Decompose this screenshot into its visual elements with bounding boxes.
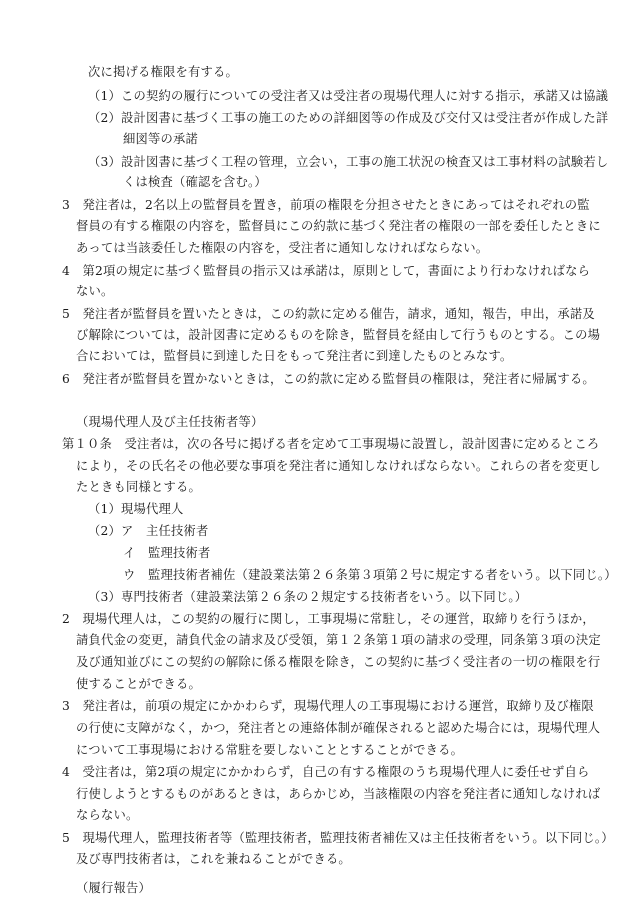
text-line: 使することができる。 — [76, 677, 201, 691]
text-line: び解除については，設計図書に定めるものを除き，監督員を経由して行うものとする。この場 — [76, 328, 601, 342]
text-line: （3）専門技術者（建設業法第２６条の２規定する技術者をいう。以下同じ。） — [88, 590, 528, 604]
text-line: 細図等の承諾 — [123, 132, 198, 146]
text-line: 2 現場代理人は，この契約の履行に関し，工事現場に常駐し，その運営，取締りを行うほか， — [62, 612, 595, 626]
text-line: （2）設計図書に基づく工事の施工のための詳細図等の作成及び交付又は受注者が作成した詳 — [88, 111, 609, 125]
text-line: 5 発注者が監督員を置いたときは，この約款に定める催告，請求，通知，報告，申出，承諾及 — [62, 307, 595, 321]
text-line: 3 発注者は，2名以上の監督員を置き，前項の権限を分担させたときにあってはそれぞれの監 — [62, 198, 590, 212]
text-line: （2）ア 主任技術者 — [88, 524, 209, 538]
text-line: 第１０条 受注者は，次の各号に掲げる者を定めて工事現場に設置し，設計図書に定めるところ — [62, 437, 600, 451]
text-line: イ 監理技術者 — [123, 546, 211, 560]
text-line: 4 受注者は，第2項の規定にかかわらず，自己の有する権限のうち現場代理人に委任せず自ら — [62, 765, 590, 779]
text-line: の行使に支障がなく，かつ，発注者との連絡体制が確保されると認めた場合には，現場代理人 — [76, 721, 601, 735]
text-line: 5 現場代理人，監理技術者等（監理技術者，監理技術者補佐又は主任技術者をいう。以下同じ。） — [62, 831, 614, 845]
text-line: により，その氏名その他必要な事項を発注者に通知しなければならない。これらの者を変更し — [76, 459, 601, 473]
text-line: 6 発注者が監督員を置かないときは，この約款に定める監督員の権限は，発注者に帰属する。 — [62, 372, 595, 386]
section-heading: （履行報告） — [76, 881, 151, 895]
text-line: ウ 監理技術者補佐（建設業法第２６条第３項第２号に規定する者をいう。以下同じ。） — [123, 568, 617, 582]
text-line: たときも同様とする。 — [76, 480, 201, 494]
text-line: について工事現場における常駐を要しないこととすることができる。 — [76, 743, 464, 757]
text-line: 行使しようとするものがあるときは，あらかじめ，当該権限の内容を発注者に通知しなければ — [76, 787, 601, 801]
text-line: （3）設計図書に基づく工程の管理，立会い，工事の施工状況の検査又は工事材料の試験若し — [88, 155, 609, 169]
text-line: ならない。 — [76, 808, 139, 822]
text-line: 次に掲げる権限を有する。 — [88, 65, 238, 79]
section-heading: （現場代理人及び主任技術者等） — [76, 415, 264, 429]
text-line: 4 第2項の規定に基づく監督員の指示又は承諾は，原則として，書面により行わなければなら — [62, 264, 591, 278]
text-line: 及び専門技術者は，これを兼ねることができる。 — [76, 852, 351, 866]
text-line: 及び通知並びにこの契約の解除に係る権限を除き，この契約に基づく受注者の一切の権限を行 — [76, 655, 601, 669]
text-line: あっては当該委任した権限の内容を，受注者に通知しなければならない。 — [76, 241, 489, 255]
text-line: 合においては，監督員に到達した日をもって発注者に到達したものとみなす。 — [76, 349, 513, 363]
text-line: ない。 — [76, 284, 114, 298]
text-line: 請負代金の変更，請負代金の請求及び受領，第１２条第１項の請求の受理，同条第３項の決定 — [76, 633, 601, 647]
text-line: （1）この契約の履行についての受注者又は受注者の現場代理人に対する指示，承諾又は協議 — [88, 89, 609, 103]
text-line: 3 発注者は，前項の規定にかかわらず，現場代理人の工事現場における運営，取締り及び権限 — [62, 699, 594, 713]
text-line: 督員の有する権限の内容を，監督員にこの約款に基づく発注者の権限の一部を委任したときに — [76, 219, 601, 233]
text-line: （1）現場代理人 — [88, 502, 184, 516]
text-line: くは検査（確認を含む。） — [123, 175, 267, 189]
